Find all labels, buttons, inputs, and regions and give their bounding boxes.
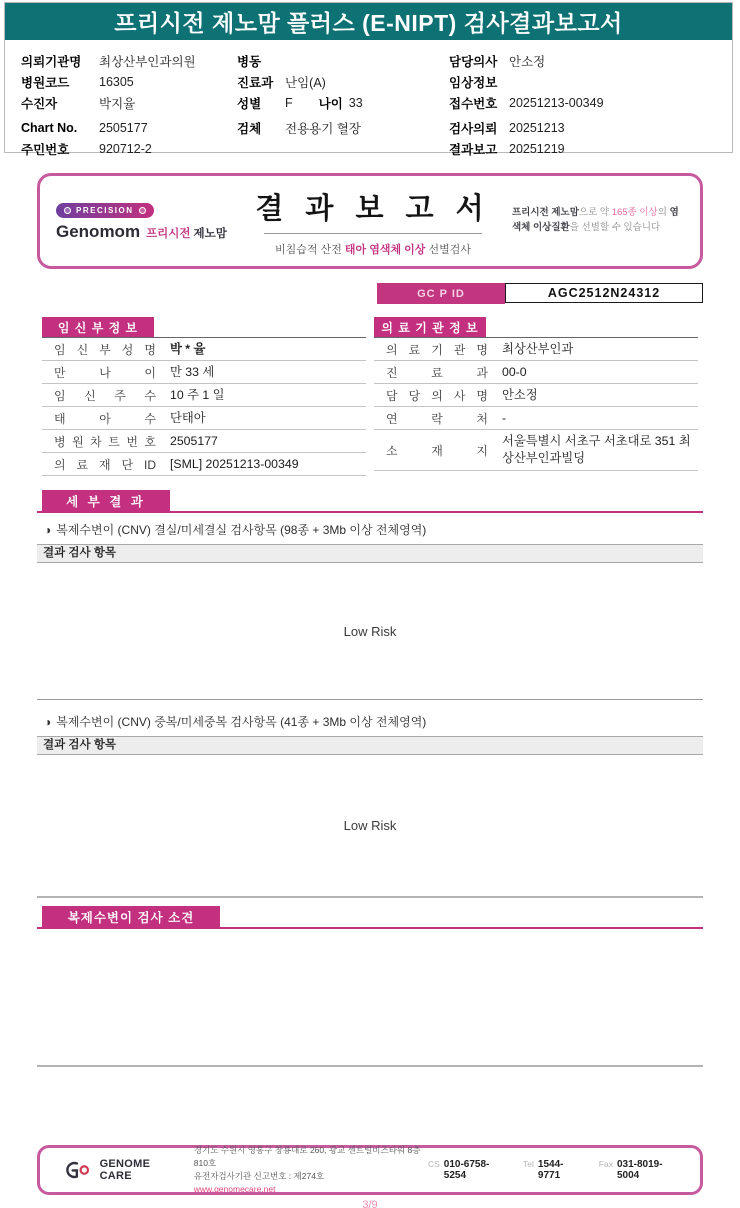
field-ward xyxy=(237,50,449,71)
report-tagline xyxy=(512,206,684,235)
report-title-bar xyxy=(5,3,732,40)
fax-number: 031-8019-5004 xyxy=(616,1159,663,1181)
precision-badge xyxy=(56,203,154,218)
row-value: 만 33 세 xyxy=(170,364,215,379)
report-header-box xyxy=(37,173,703,269)
report-header-center xyxy=(255,186,490,257)
row-label: 태 아 수 xyxy=(54,411,156,426)
field-label: 병원코드 xyxy=(21,75,70,90)
section-divider xyxy=(37,699,703,700)
genome-care-brand xyxy=(62,1158,180,1182)
field-request-date xyxy=(449,117,732,138)
low-risk-text: Low Risk xyxy=(343,818,397,833)
tagline-bold: 염색체 이상질환 xyxy=(512,207,679,233)
field-value: 2505177 xyxy=(99,120,148,135)
findings-empty-area xyxy=(0,929,740,1065)
cnv-findings-tab: 복제수변이 검사 소견 xyxy=(42,906,220,927)
field-value: 20251213 xyxy=(509,120,565,135)
patient-info-col1 xyxy=(21,50,237,159)
result-report-title: 결 과 보 고 서 xyxy=(255,192,491,225)
table-row xyxy=(42,338,366,361)
row-value: 10 주 1 일 xyxy=(170,387,225,402)
clinic-info-table xyxy=(374,317,698,476)
row-label: 연 락 처 xyxy=(386,411,488,426)
tagline-bold: 프리시전 제노맘 xyxy=(512,207,579,219)
patient-header-box xyxy=(4,2,733,157)
patient-info-col2 xyxy=(237,50,449,159)
field-value: 16305 xyxy=(99,74,134,89)
footer-box xyxy=(37,1145,703,1195)
result-column-header: 결과 검사 항목 xyxy=(37,544,703,563)
field-label: 담당의사 xyxy=(449,54,498,69)
cnv-duplication-result xyxy=(0,755,740,896)
gcpid-row xyxy=(37,283,703,304)
badge-dot-icon xyxy=(64,207,71,214)
row-value: 단태아 xyxy=(170,410,206,425)
gcpid-label: GC P ID xyxy=(377,283,505,304)
footer-fax xyxy=(599,1159,678,1181)
tagline-text: 의 xyxy=(657,207,670,219)
footer-website-link[interactable]: www.genomecare.net xyxy=(193,1184,276,1195)
detail-results-tab: 세 부 결 과 xyxy=(42,490,170,511)
field-label: 결과보고 xyxy=(449,142,498,157)
field-label: 병동 xyxy=(237,54,262,69)
genomom-logo xyxy=(56,201,234,242)
clinic-table-rows xyxy=(374,337,698,471)
fax-label: Fax xyxy=(598,1159,613,1169)
page-number: 3/9 xyxy=(362,1199,378,1208)
row-label: 의 료 기 관 명 xyxy=(386,342,488,357)
brand-kr-dark: 제노맘 xyxy=(193,227,227,240)
brand-kr-pink: 프리시전 xyxy=(146,227,191,240)
table-row xyxy=(42,453,366,476)
field-value: 920712-2 xyxy=(99,141,152,156)
field-clinical-info xyxy=(449,71,732,92)
cnv-duplication-title xyxy=(44,713,696,730)
section-divider-thick xyxy=(37,896,703,898)
title-underline xyxy=(264,233,482,234)
row-label: 병 원 차 트 번 호 xyxy=(54,434,156,449)
subtitle-pre: 비침습적 산전 xyxy=(275,243,345,256)
footer-tel xyxy=(523,1159,581,1181)
field-receipt-no xyxy=(449,92,732,113)
cs-number: 010-6758-5254 xyxy=(443,1159,490,1181)
half-circle-bullet-icon: ◑ xyxy=(44,523,52,537)
mother-info-table xyxy=(42,317,366,476)
field-value: 20251219 xyxy=(509,141,565,156)
gcpid-value: AGC2512N24312 xyxy=(505,283,703,303)
field-label: 나이 xyxy=(318,96,343,111)
report-main-title: 프리시전 제노맘 플러스 (E-NIPT) 검사결과보고서 xyxy=(114,10,623,36)
report-subtitle xyxy=(255,241,490,257)
footer-cs xyxy=(428,1159,505,1181)
row-label: 소 재 지 xyxy=(386,443,488,458)
field-label: 검사의뢰 xyxy=(449,121,498,136)
field-hospital-code xyxy=(21,71,237,92)
tagline-text: 을 선별할 수 있습니다 xyxy=(569,222,661,233)
cnv-deletion-title xyxy=(44,521,696,538)
row-label: 의 료 재 단 ID xyxy=(54,457,156,472)
row-value: 최상산부인과 xyxy=(502,341,574,356)
field-label: 의뢰기관명 xyxy=(21,54,82,69)
field-specimen xyxy=(237,117,449,138)
table-row xyxy=(374,361,698,384)
field-doctor xyxy=(449,50,732,71)
row-label: 임 신 주 수 xyxy=(54,388,156,403)
patient-info-grid xyxy=(5,40,732,159)
table-row xyxy=(42,361,366,384)
brand-name: Genomom xyxy=(56,221,141,241)
row-value: 박 * 율 xyxy=(170,341,206,356)
low-risk-text: Low Risk xyxy=(343,623,397,639)
brand-wordmark xyxy=(56,222,234,242)
row-value: - xyxy=(502,410,507,425)
field-chart-no xyxy=(21,117,237,138)
badge-dot-icon xyxy=(139,207,146,214)
field-label: 접수번호 xyxy=(449,96,498,111)
report-body xyxy=(0,155,740,1208)
info-tables xyxy=(42,317,698,476)
subtitle-highlight: 태아 염색체 이상 xyxy=(344,243,426,256)
mother-table-header: 임 신 부 정 보 xyxy=(42,317,154,337)
row-label: 임 신 부 성 명 xyxy=(54,342,156,357)
field-label: 주민번호 xyxy=(21,142,70,157)
table-row xyxy=(374,384,698,407)
bottom-empty-area xyxy=(0,1067,740,1145)
tagline-text: 으로 약 xyxy=(578,207,612,219)
field-value: 최상산부인과의원 xyxy=(99,54,196,69)
cnv-findings-section-header xyxy=(37,906,703,929)
field-patient-name xyxy=(21,92,237,113)
table-row xyxy=(374,338,698,361)
patient-info-col3 xyxy=(449,50,732,159)
field-label: 검체 xyxy=(237,121,262,136)
table-row xyxy=(374,430,698,471)
subtitle-post: 선별검사 xyxy=(425,243,471,256)
half-circle-bullet-icon: ◑ xyxy=(44,715,52,729)
mother-table-rows xyxy=(42,337,366,476)
row-value: 2505177 xyxy=(170,433,218,448)
precision-label: PRECISION xyxy=(76,205,134,215)
genome-care-logo-icon xyxy=(62,1160,94,1180)
row-value: [SML] 20251213-00349 xyxy=(170,456,299,471)
field-label: 수진자 xyxy=(21,96,58,111)
row-label: 진 료 과 xyxy=(386,365,488,380)
table-row xyxy=(42,430,366,453)
table-row xyxy=(374,407,698,430)
clinic-table-header: 의 료 기 관 정 보 xyxy=(374,317,486,337)
result-column-header: 결과 검사 항목 xyxy=(37,736,703,755)
field-requesting-org xyxy=(21,50,237,71)
field-value: 33 xyxy=(348,95,363,110)
footer-address-line2: 유전자검사기관 신고번호 : 제274호 xyxy=(193,1171,325,1181)
row-value: 서울특별시 서초구 서초대로 351 최상산부인과빌딩 xyxy=(502,434,691,465)
field-sex-age xyxy=(237,92,449,113)
field-label: 임상정보 xyxy=(449,75,498,90)
table-row xyxy=(42,384,366,407)
cs-label: CS xyxy=(427,1159,440,1169)
footer-contacts xyxy=(428,1159,678,1181)
field-value: 난임(A) xyxy=(285,75,326,90)
row-value: 안소정 xyxy=(502,387,538,402)
cnv-deletion-result xyxy=(0,563,740,699)
tagline-pink: 165종 이상 xyxy=(611,207,658,219)
field-value: 안소정 xyxy=(509,54,546,69)
row-label: 만 나 이 xyxy=(54,365,156,380)
field-label: 성별 xyxy=(237,96,262,111)
field-label: Chart No. xyxy=(21,120,78,135)
field-value: 20251213-00349 xyxy=(509,95,604,110)
detail-results-section-header xyxy=(37,490,703,513)
row-label: 담 당 의 사 명 xyxy=(386,388,488,403)
tel-number: 1544-9771 xyxy=(537,1159,564,1181)
cnv-deletion-title-text: 복제수변이 (CNV) 결실/미세결실 검사항목 (98종 + 3Mb 이상 전체영역) xyxy=(56,523,427,537)
row-value: 00-0 xyxy=(502,364,527,379)
tel-label: Tel xyxy=(523,1159,534,1169)
field-value: 전용용기 혈장 xyxy=(285,121,361,136)
footer-address-line1: 경기도 수원시 영통구 창룡대로 260, 광교 센트럴비즈타워 8층 810호 xyxy=(193,1144,421,1168)
field-value: F xyxy=(285,95,293,110)
field-department xyxy=(237,71,449,92)
cnv-duplication-title-text: 복제수변이 (CNV) 중복/미세중복 검사항목 (41종 + 3Mb 이상 전체영역) xyxy=(56,715,427,729)
table-row xyxy=(42,407,366,430)
field-value: 박지율 xyxy=(99,96,136,111)
genome-care-name: GENOME CARE xyxy=(99,1158,151,1182)
field-label: 진료과 xyxy=(237,75,274,90)
footer-address xyxy=(194,1144,428,1197)
